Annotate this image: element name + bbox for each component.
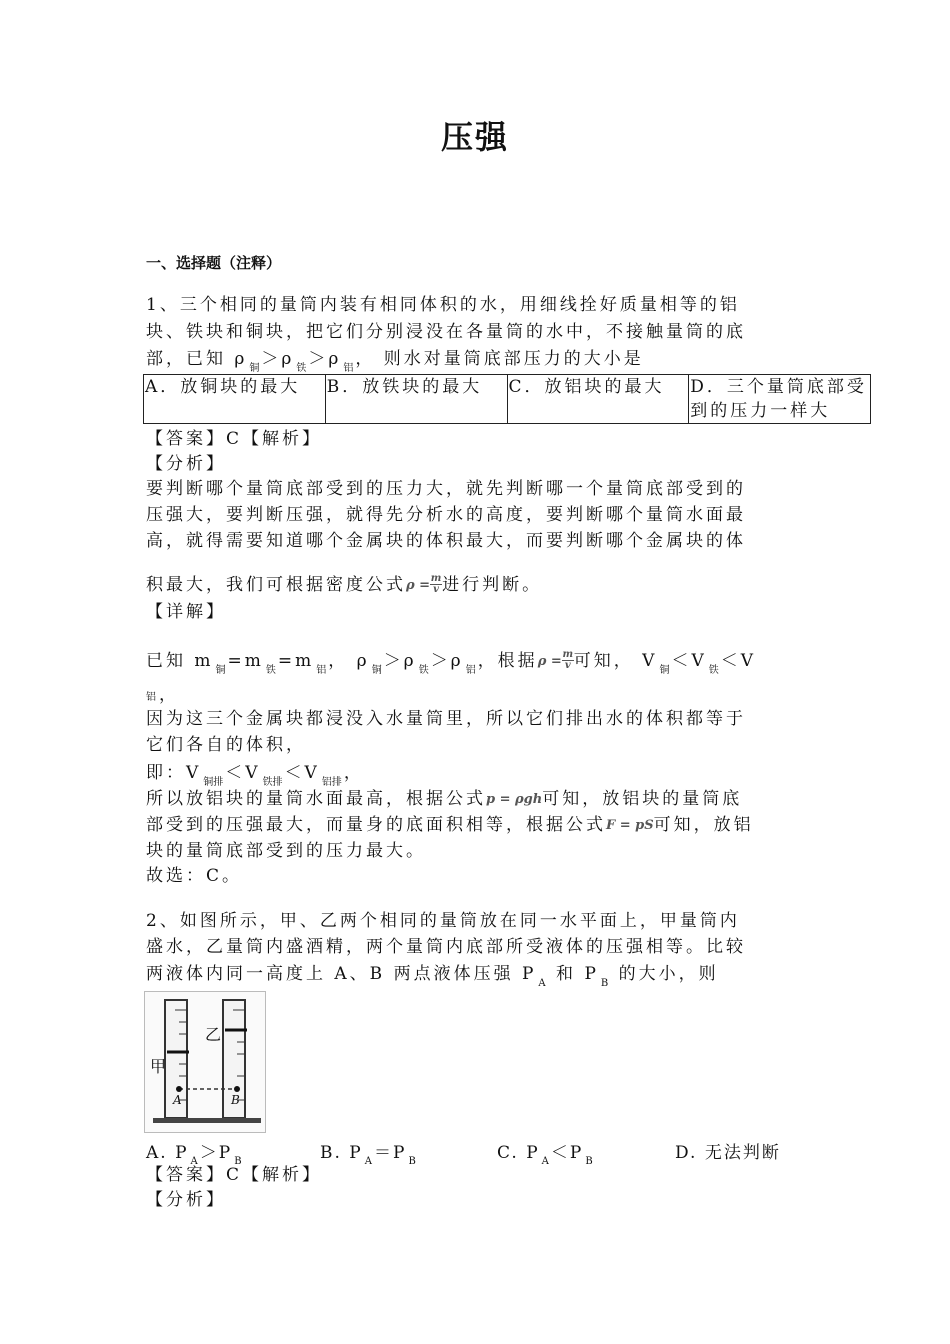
label-a: A — [173, 1093, 182, 1107]
q1-detail-line-7: 块的量筒底部受到的压力最大。 — [146, 841, 426, 861]
q1-detail-line-1-tail: 铝， — [146, 685, 179, 705]
q2-stem-line-1: 2、如图所示，甲、乙两个相同的量筒放在同一水平面上，甲量筒内 — [146, 911, 740, 931]
q1-analysis-line-3: 高，就得需要知道哪个金属块的体积最大，而要判断哪个金属块的体 — [146, 531, 746, 551]
q2-option-a[interactable]: A. P $_A$ ＞P $_B$ — [146, 1143, 242, 1167]
density-formula: ρ = $\frac{m}{v}$ — [406, 573, 442, 595]
q1-answer: 【答案】C【解析】 — [146, 429, 323, 449]
label-b: B — [231, 1093, 240, 1107]
q1-detail-line-1: 已知 m $_铜$ =m $_铁$ =m $_铝$ ， ρ $_铜$ ＞ρ $_铁$ ＞ρ $_铝$ ，根据ρ = $\frac{m}{v}$ 可知， V $_铜$ ＜V $_铁$ ＜V — [146, 649, 757, 676]
q1-analysis-label: 【分析】 — [146, 454, 226, 474]
cylinders-diagram — [145, 992, 265, 1132]
force-formula: F = pS — [606, 817, 654, 833]
q1-option-a[interactable]: A．放铜块的最大 — [144, 375, 326, 424]
cylinders-figure — [144, 991, 266, 1133]
pressure-formula: p = ρgh — [486, 791, 543, 807]
q1-analysis-line-4: 积最大，我们可根据密度公式ρ = $\frac{m}{v}$ 进行判断。 — [146, 573, 543, 595]
q1-detail-label: 【详解】 — [146, 602, 226, 622]
q1-detail-line-3: 它们各自的体积， — [146, 735, 306, 755]
q2-stem-line-3: 两液体内同一高度上 A、B 两点液体压强 P $_A$ 和 P $_B$ 的大小，则 — [146, 964, 719, 989]
q2-option-c[interactable]: C. P $_A$ ＜P $_B$ — [497, 1143, 593, 1167]
q1-detail-line-5: 所以放铝块的量筒水面最高，根据公式p = ρgh可知，放铝块的量筒底 — [146, 789, 743, 809]
q1-detail-line-6: 部受到的压强最大，而量身的底面积相等，根据公式F = pS可知，放铝 — [146, 815, 754, 835]
q2-option-d[interactable]: D. 无法判断 — [675, 1143, 781, 1163]
q2-analysis-label: 【分析】 — [146, 1190, 226, 1210]
point-b — [234, 1086, 240, 1092]
q1-analysis-line-2: 压强大，要判断压强，就得先分析水的高度，要判断哪个量筒水面最 — [146, 505, 746, 525]
density-formula: ρ = $\frac{m}{v}$ — [537, 649, 574, 671]
q1-conclusion: 故选：C。 — [146, 866, 243, 886]
section-heading: 一、选择题（注释） — [146, 254, 282, 272]
q1-stem-line-2: 块、铁块和铜块，把它们分别浸没在各量筒的水中，不接触量筒的底 — [146, 322, 746, 342]
q1-detail-line-2: 因为这三个金属块都浸没入水量筒里，所以它们排出水的体积都等于 — [146, 709, 746, 729]
q1-options-table — [143, 374, 871, 424]
page-title: 压强 — [440, 118, 509, 156]
label-yi: 乙 — [205, 1025, 222, 1044]
label-jia: 甲 — [150, 1057, 167, 1076]
q1-analysis-line-1: 要判断哪个量筒底部受到的压力大，就先判断哪一个量筒底部受到的 — [146, 479, 746, 499]
q2-option-b[interactable]: B. P $_A$ ＝P $_B$ — [320, 1143, 416, 1167]
table-surface — [153, 1118, 261, 1123]
q2-stem-line-2: 盛水，乙量筒内盛酒精，两个量筒内底部所受液体的压强相等。比较 — [146, 937, 746, 957]
q1-option-c[interactable]: C．放铝块的最大 — [507, 375, 689, 424]
q1-option-b[interactable]: B．放铁块的最大 — [325, 375, 507, 424]
q2-answer: 【答案】C【解析】 — [146, 1165, 323, 1185]
q1-stem-line-1: 1、三个相同的量筒内装有相同体积的水，用细线拴好质量相等的铝 — [146, 295, 740, 315]
q1-stem-line-3: 部，已知 ρ $_铜$ ＞ρ $_铁$ ＞ρ $_铝$ ， 则水对量筒底部压力的大小是 — [146, 349, 644, 374]
q1-option-d[interactable]: D．三个量筒底部受到的压力一样大 — [689, 375, 871, 424]
q1-detail-line-4: 即：V $_{铜排}$ ＜V $_{铁排}$ ＜V $_{铝排}$ ， — [146, 763, 364, 788]
point-a — [176, 1086, 182, 1092]
